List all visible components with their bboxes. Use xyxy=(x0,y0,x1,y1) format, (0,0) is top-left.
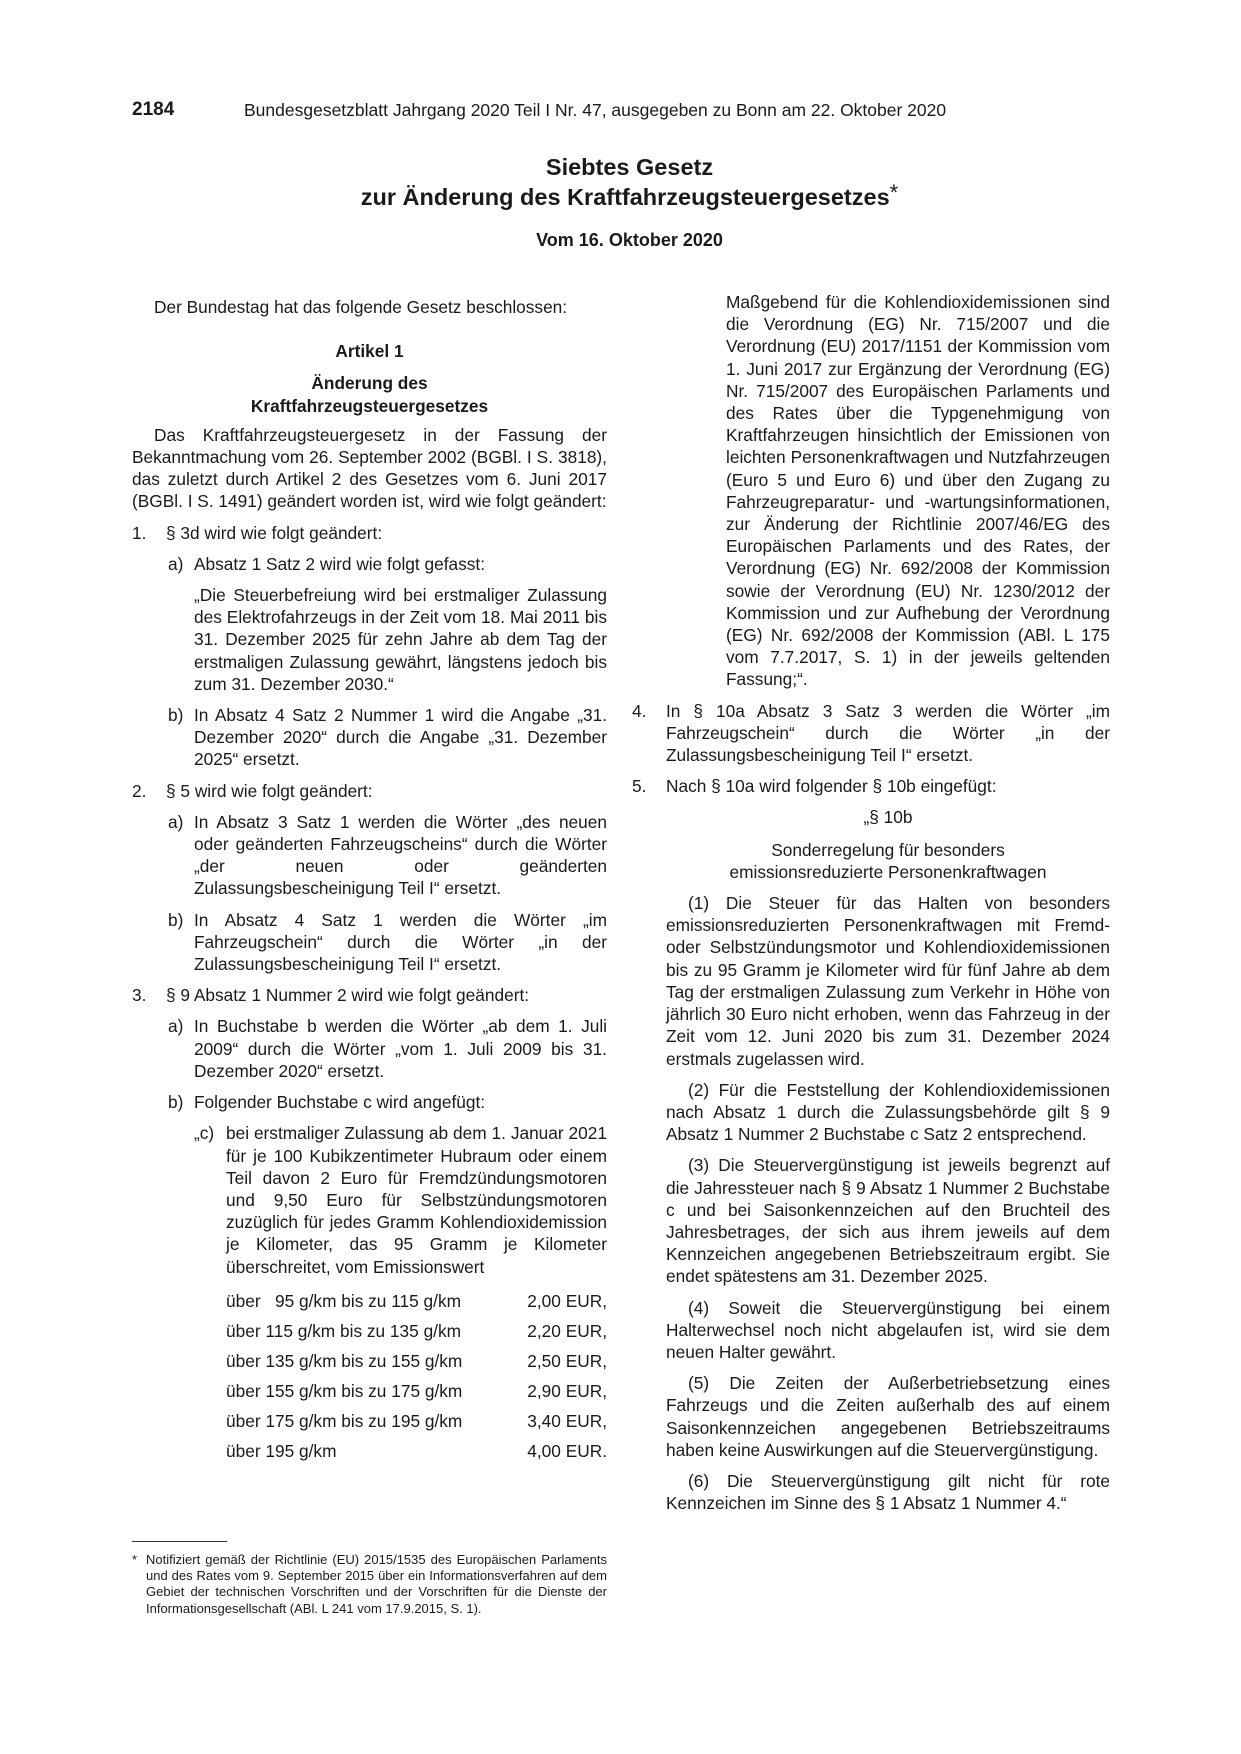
footnote-mark: * xyxy=(132,1552,138,1567)
enactment-clause: Der Bundestag hat das folgende Gesetz beschlossen: xyxy=(154,297,568,317)
footnote-text: Notifiziert gemäß der Richtlinie (EU) 2015/1535 des Europäischen Parlaments und des Rates vom 9. September 2015 über ein Informationsverfahren auf dem Gebiet der technischen Vorschriften und der Vorschriften für die Dienste der Informationsgesellschaft (ABl. L 241 vom 17.9.2015, S. 1). xyxy=(146,1552,607,1616)
list-item-3 xyxy=(132,984,607,1006)
rate-amount: 3,40 EUR, xyxy=(527,1410,607,1431)
item-text: § 9 Absatz 1 Nummer 2 wird wie folgt geändert: xyxy=(166,985,530,1006)
rate-amount: 2,50 EUR, xyxy=(527,1350,607,1371)
item-number: 3. xyxy=(132,985,147,1006)
article-title-line-2: Kraftfahrzeugsteuergesetzes xyxy=(250,395,489,416)
list-item-2 xyxy=(132,780,607,802)
sub-item-text: Absatz 1 Satz 2 wird wie folgt gefasst: xyxy=(194,553,486,574)
sub-item-letter: b) xyxy=(168,1092,184,1113)
paragraph-4: (4) Soweit die Steuervergünstigung bei einem Halterwechsel noch nicht abgelaufen ist, wird sie dem neuen Halter gewährt. xyxy=(666,1297,1110,1362)
list-item-5 xyxy=(632,775,1110,797)
sub-item-letter: a) xyxy=(168,1016,184,1037)
article-heading: Artikel 1 xyxy=(335,341,404,362)
item-text: Nach § 10a wird folgender § 10b eingefügt: xyxy=(666,776,997,797)
rate-row xyxy=(226,1346,607,1376)
paragraph-5: (5) Die Zeiten der Außerbetriebsetzung eines Fahrzeugs und die Zeiten außerhalb des auf einem Saisonkennzeichen angegebenen Betriebszeitraums haben keine Auswirkungen auf die Steuervergünstigung. xyxy=(666,1373,1110,1460)
law-title-line-2-text: zur Änderung des Kraftfahrzeugsteuergesetzes xyxy=(360,184,890,210)
sub-item-letter: a) xyxy=(168,553,184,574)
rate-row xyxy=(226,1316,607,1346)
rate-amount: 2,90 EUR, xyxy=(527,1380,607,1401)
sub-item-letter: b) xyxy=(168,909,184,930)
law-title-line-2 xyxy=(132,182,1127,212)
list-item-1 xyxy=(132,522,607,544)
article-title-line-1: Änderung des xyxy=(311,373,428,394)
item-text: In § 10a Absatz 3 Satz 3 werden die Wörter „im Fahrzeugschein“ durch die Wörter „in der Zulassungsbescheinigung Teil I“ ersetzt. xyxy=(666,700,1110,766)
rate-range: über 175 g/km bis zu 195 g/km xyxy=(226,1410,463,1431)
footnote xyxy=(132,1552,607,1617)
regulation-reference: Maßgebend für die Kohlendioxidemissionen sind die Verordnung (EG) Nr. 715/2007 und die Verordnung (EU) 2017/1151 der Kommission vom 1. Juni 2017 zur Ergänzung der Verordnung (EG) Nr. 715/2007 des Europäischen Parlaments und des Rates über die Typgenehmigung von Kraftfahrzeugen hinsichtlich der Emissionen von leichten Personenkraftwagen und Nutzfahrzeugen (Euro 5 und Euro 6) und über den Zugang zu Fahrzeugreparatur- und -wartungsinformationen, zur Änderung der Richtlinie 2007/46/EG des Europäischen Parlaments und des Rates, der Verordnung (EG) Nr. 692/2008 der Kommission sowie der Verordnung (EU) Nr. 1230/2012 der Kommission und zur Aufhebung der Verordnung (EG) Nr. 692/2008 der Kommission (ABl. L 175 vom 7.7.2017, S. 1) in der jeweils geltenden Fassung;“. xyxy=(726,292,1110,690)
sub-item-text: In Absatz 4 Satz 2 Nummer 1 wird die Angabe „31. Dezember 2020“ durch die Angabe „31. Dezember 2025“ ersetzt. xyxy=(194,705,607,770)
sub-item-text: In Buchstabe b werden die Wörter „ab dem 1. Juli 2009“ durch die Wörter „vom 1. Juli 2009 bis 31. Dezember 2020“ ersetzt. xyxy=(194,1016,607,1081)
gazette-citation: Bundesgesetzblatt Jahrgang 2020 Teil I Nr. 47, ausgegeben zu Bonn am 22. Oktober 2020 xyxy=(244,100,947,120)
list-item-4 xyxy=(632,700,1110,767)
sub-item-1b xyxy=(132,704,607,771)
rate-row xyxy=(226,1286,607,1316)
sub-item-text: In Absatz 3 Satz 1 werden die Wörter „des neuen oder geänderten Fahrzeugscheins“ durch die Wörter „der neuen oder geänderten Zulassungsbescheinigung Teil I“ ersetzt. xyxy=(194,811,607,899)
sub-item-3b xyxy=(132,1091,607,1113)
new-section-10b xyxy=(632,806,1110,1514)
sub-item-2b xyxy=(132,909,607,976)
page-number: 2184 xyxy=(132,99,175,120)
law-date: Vom 16. Oktober 2020 xyxy=(536,230,723,250)
rate-range: über 95 g/km bis zu 115 g/km xyxy=(226,1290,462,1311)
section-number: „§ 10b xyxy=(863,807,913,828)
rate-range: über 195 g/km xyxy=(226,1440,337,1461)
paragraph-3: (3) Die Steuervergünstigung ist jeweils begrenzt auf die Jahressteuer nach § 9 Absatz 1 Nummer 2 Buchstabe c und bei Saisonkennzeichen auf den Bruchteil des Jahresbetrages, der sich aus ihrem jeweils auf dem Kennzeichen angegebenen Betriebszeitraum ergibt. Sie endet spätestens am 31. Dezember 2025. xyxy=(666,1155,1110,1287)
section-title-line-1: Sonderregelung für besonders xyxy=(771,839,1005,860)
paragraph-2: (2) Für die Feststellung der Kohlendioxidemissionen nach Absatz 1 durch die Zulassungsbehörde gilt § 9 Absatz 1 Nummer 2 Buchstabe c Satz 2 entsprechend. xyxy=(666,1079,1110,1145)
sub-item-3a xyxy=(132,1015,607,1082)
rate-amount: 2,00 EUR, xyxy=(527,1290,607,1311)
rate-amount: 4,00 EUR. xyxy=(527,1440,607,1461)
title-footnote-mark: * xyxy=(889,180,899,205)
section-title-line-2: emissionsreduzierte Personenkraftwagen xyxy=(729,861,1047,882)
sub-item-text: In Absatz 4 Satz 1 werden die Wörter „im Fahrzeugschein“ durch die Wörter „in der Zulassungsbescheinigung Teil I“ ersetzt. xyxy=(194,909,607,975)
item-number: 1. xyxy=(132,522,147,543)
item-text: § 3d wird wie folgt geändert: xyxy=(166,522,383,543)
rate-amount: 2,20 EUR, xyxy=(527,1320,607,1341)
inserted-letter-c xyxy=(132,1122,607,1277)
paragraph-6: (6) Die Steuervergünstigung gilt nicht für rote Kennzeichen im Sinne des § 1 Absatz 1 Nummer 4.“ xyxy=(666,1470,1110,1514)
rate-row xyxy=(226,1376,607,1406)
rate-range: über 135 g/km bis zu 155 g/km xyxy=(226,1350,463,1371)
rate-range: über 155 g/km bis zu 175 g/km xyxy=(226,1380,463,1401)
emission-rate-table xyxy=(132,1286,607,1466)
left-column xyxy=(132,296,607,1466)
amendment-preamble: Das Kraftfahrzeugsteuergesetz in der Fassung der Bekanntmachung vom 26. September 2002 (BGBl. I S. 3818), das zuletzt durch Artikel 2 des Gesetzes vom 6. Juni 2017 (BGBl. I S. 1491) geändert worden ist, wird wie folgt geändert: xyxy=(132,424,607,512)
sub-item-letter: b) xyxy=(168,705,184,726)
rate-row xyxy=(226,1406,607,1436)
paragraph-1: (1) Die Steuer für das Halten von besonders emissionsreduzierten Personenkraftwagen mit Fremd- oder Selbstzündungsmotor und Kohlendioxidemissionen bis zu 95 Gramm je Kilometer wird für fünf Jahre ab dem Tag der erstmaligen Zulassung zum Verkehr in Höhe von jährlich 30 Euro nicht erhoben, wenn das Fahrzeug in der Zeit vom 12. Juni 2020 bis zum 31. Dezember 2024 erstmals zugelassen wird. xyxy=(666,893,1110,1069)
item-text: § 5 wird wie folgt geändert: xyxy=(166,780,373,801)
law-title xyxy=(132,152,1127,212)
right-column xyxy=(632,291,1110,1514)
law-title-line-1: Siebtes Gesetz xyxy=(545,154,714,180)
rate-row xyxy=(226,1436,607,1466)
item-number: 2. xyxy=(132,780,147,801)
sub-item-1a xyxy=(132,553,607,575)
quoted-sentence: „Die Steuerbefreiung wird bei erstmaliger Zulassung des Elektrofahrzeugs in der Zeit vom 18. Mai 2011 bis 31. Dezember 2025 für zehn Jahre ab dem Tag der erstmaligen Zulassung gewährt, längstens jedoch bis zum 31. Dezember 2030.“ xyxy=(194,585,607,694)
footnote-divider xyxy=(132,1541,227,1542)
sub-item-2a xyxy=(132,811,607,900)
rate-range: über 115 g/km bis zu 135 g/km xyxy=(226,1320,462,1341)
item-number: 4. xyxy=(632,700,647,721)
sub-item-text: Folgender Buchstabe c wird angefügt: xyxy=(194,1092,486,1113)
sub-item-text: bei erstmaliger Zulassung ab dem 1. Januar 2021 für je 100 Kubikzentimeter Hubraum oder einem Teil davon 2 Euro für Fremdzündungsmotoren und 9,50 Euro für Selbstzündungsmotoren zuzüglich für jedes Gramm Kohlendioxidemission je Kilometer, das 95 Gramm je Kilometer überschreitet, vom Emissionswert xyxy=(226,1123,607,1277)
sub-item-letter: „c) xyxy=(194,1123,215,1144)
item-number: 5. xyxy=(632,776,647,797)
sub-item-letter: a) xyxy=(168,811,184,832)
